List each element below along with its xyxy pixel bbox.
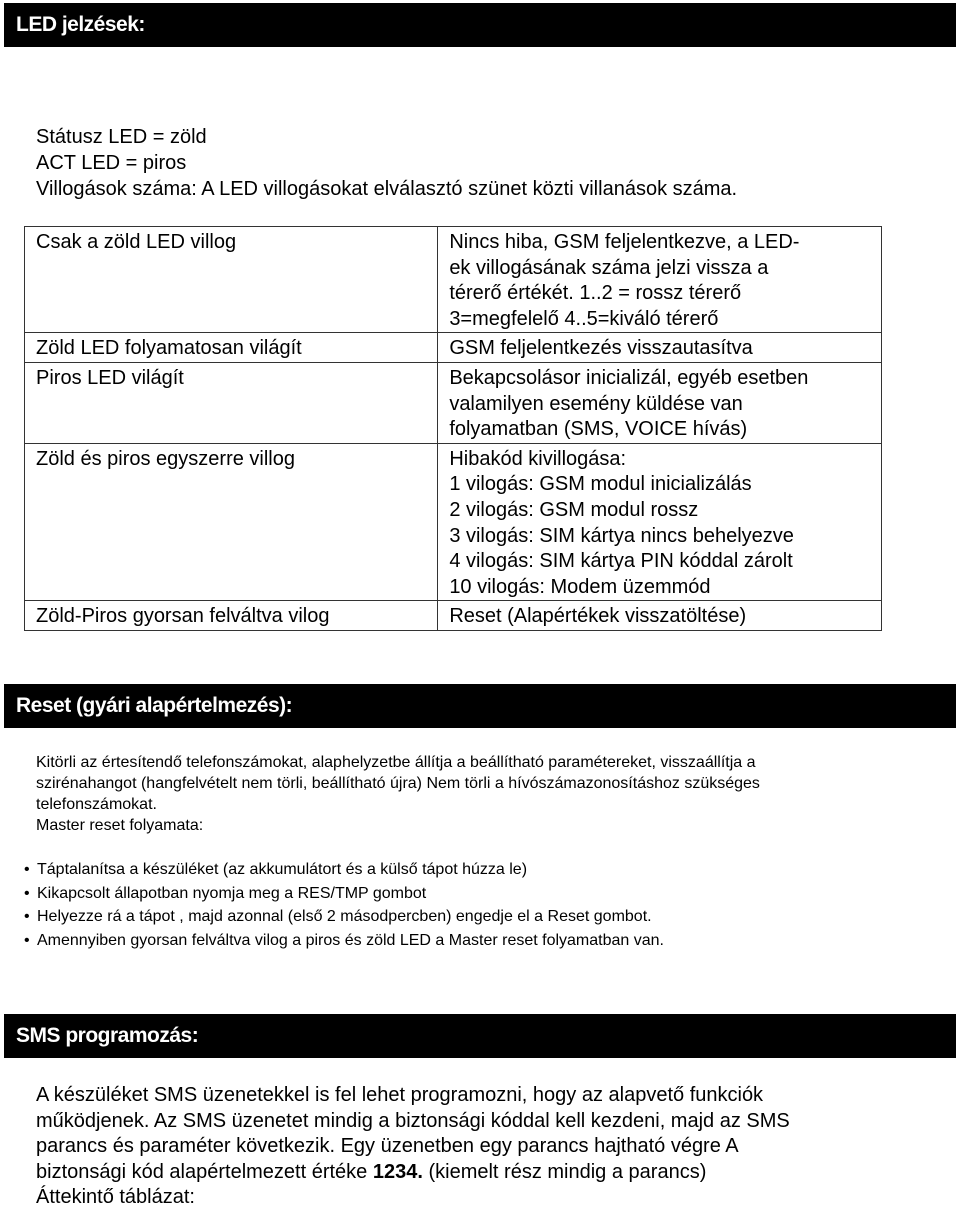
cell-line: Piros LED világít — [36, 366, 184, 389]
intro-line: ACT LED = piros — [36, 152, 187, 174]
reset-description — [36, 752, 936, 836]
section-header-sms — [4, 1014, 956, 1058]
section-header-reset — [4, 684, 956, 728]
paragraph-line: működjenek. Az SMS üzenetet mindig a biztonsági kóddal kell kezdeni, majd az SMS — [36, 1109, 790, 1132]
table-row — [25, 362, 882, 443]
cell-line: Reset (Alapértékek visszatöltése) — [449, 605, 747, 628]
sms-description — [36, 1083, 790, 1211]
master-reset-steps — [24, 858, 664, 952]
table-row — [25, 333, 882, 363]
section-title-reset: Reset (gyári alapértelmezés): — [16, 694, 293, 717]
led-intro — [36, 124, 737, 202]
led-state-cell — [25, 333, 438, 363]
led-table — [24, 226, 882, 631]
table-row — [25, 227, 882, 333]
paragraph-line: A készüléket SMS üzenetekkel is fel lehet programozni, hogy az alapvető funkciók — [36, 1084, 764, 1106]
cell-line: ek villogásának száma jelzi vissza a — [449, 256, 769, 279]
paragraph-line — [36, 1160, 790, 1186]
cell-line: folyamatban (SMS, VOICE hívás) — [449, 418, 748, 441]
paragraph-line: parancs és paraméter következik. Egy üzenetben egy parancs hajtható végre A — [36, 1135, 739, 1158]
intro-line: Villogások száma: A LED villogásokat elválasztó szünet közti villanások száma. — [36, 178, 738, 200]
cell-line: Hibakód kivillogása: — [449, 447, 627, 470]
cell-line: Nincs hiba, GSM feljelentkezve, a LED- — [449, 231, 800, 253]
list-item: • Táptalanítsa a készüléket (az akkumulátort és a külső tápot húzza le) — [24, 858, 664, 882]
cell-line: valamilyen esemény küldése van — [449, 392, 743, 415]
paragraph-line: Master reset folyamata: — [36, 817, 204, 834]
cell-line: Zöld-Piros gyorsan felváltva vilog — [36, 605, 330, 628]
cell-line: Zöld LED folyamatosan világít — [36, 337, 302, 360]
led-state-cell — [25, 362, 438, 443]
default-code: 1234. — [372, 1160, 423, 1183]
cell-line: 2 vilogás: GSM modul rossz — [449, 498, 699, 521]
led-meaning-cell — [438, 333, 882, 363]
cell-line: 1 vilogás: GSM modul inicializálás — [449, 473, 752, 496]
led-state-cell — [25, 601, 438, 631]
paragraph-line: telefonszámokat. — [36, 796, 157, 813]
section-header-led — [4, 3, 956, 47]
cell-line: Csak a zöld LED villog — [36, 231, 237, 253]
paragraph-line: szirénahangot (hangfelvételt nem törli, beállítható újra) Nem törli a hívószámazonosításhoz szükséges — [36, 775, 760, 792]
led-state-cell — [25, 227, 438, 333]
intro-line: Státusz LED = zöld — [36, 126, 207, 148]
list-item: • Amennyiben gyorsan felváltva vilog a piros és zöld LED a Master reset folyamatban van. — [24, 929, 664, 953]
list-item: • Kikapcsolt állapotban nyomja meg a RES/TMP gombot — [24, 882, 664, 906]
cell-line: GSM feljelentkezés visszautasítva — [449, 337, 753, 360]
cell-line: Zöld és piros egyszerre villog — [36, 447, 295, 470]
cell-line: térerő értékét. 1..2 = rossz térerő — [449, 282, 742, 305]
paragraph-line: Áttekintő táblázat: — [36, 1186, 195, 1209]
cell-line: Bekapcsolásor inicializál, egyéb esetben — [449, 366, 809, 389]
cell-line: 3 vilogás: SIM kártya nincs behelyezve — [449, 524, 794, 547]
text-run: (kiemelt rész mindig a parancs) — [422, 1160, 707, 1183]
cell-line: 3=megfelelő 4..5=kiváló térerő — [449, 307, 719, 330]
text-run: biztonsági kód alapértelmezett értéke — [36, 1160, 373, 1183]
led-meaning-cell — [438, 601, 882, 631]
list-item: • Helyezze rá a tápot , majd azonnal (első 2 másodpercben) engedje el a Reset gombot. — [24, 905, 664, 929]
table-row — [25, 601, 882, 631]
led-meaning-cell — [438, 227, 882, 333]
led-meaning-cell — [438, 443, 882, 601]
paragraph-line: Kitörli az értesítendő telefonszámokat, alaphelyzetbe állítja a beállítható paramétereket, visszaállítja a — [36, 754, 756, 771]
table-row — [25, 443, 882, 601]
section-title-sms: SMS programozás: — [16, 1024, 199, 1047]
led-state-cell — [25, 443, 438, 601]
cell-line: 10 vilogás: Modem üzemmód — [449, 575, 711, 598]
section-title-led: LED jelzések: — [16, 13, 145, 36]
led-meaning-cell — [438, 362, 882, 443]
cell-line: 4 vilogás: SIM kártya PIN kóddal zárolt — [449, 550, 793, 573]
